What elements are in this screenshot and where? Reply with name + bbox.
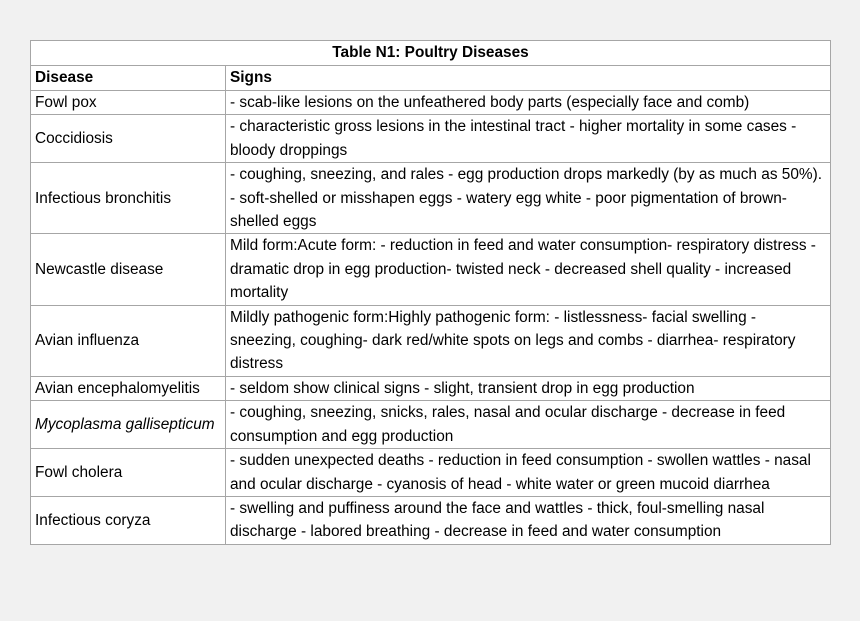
signs-cell: - scab-like lesions on the unfeathered body parts (especially face and comb) [226, 91, 831, 115]
disease-cell: Avian encephalomyelitis [31, 376, 226, 400]
signs-cell: Mildly pathogenic form:Highly pathogenic form: - listlessness- facial swelling - sneezing, coughing- dark red/white spots on legs and combs - diarrhea- respiratory distress [226, 305, 831, 376]
header-signs: Signs [226, 66, 831, 91]
disease-cell: Newcastle disease [31, 234, 226, 305]
table-header-row [31, 66, 831, 91]
table-row [31, 163, 831, 234]
table-row [31, 401, 831, 449]
signs-cell: - seldom show clinical signs - slight, transient drop in egg production [226, 376, 831, 400]
disease-cell: Infectious bronchitis [31, 163, 226, 234]
table-row [31, 115, 831, 163]
signs-cell: - characteristic gross lesions in the intestinal tract - higher mortality in some cases - bloody droppings [226, 115, 831, 163]
table-caption: Table N1: Poultry Diseases [31, 41, 831, 66]
table-row [31, 91, 831, 115]
table-row [31, 376, 831, 400]
table-row [31, 449, 831, 497]
disease-cell: Fowl cholera [31, 449, 226, 497]
table-row [31, 496, 831, 544]
table-row [31, 305, 831, 376]
disease-cell: Mycoplasma gallisepticum [31, 401, 226, 449]
poultry-diseases-table [30, 40, 831, 545]
signs-cell: Mild form:Acute form: - reduction in feed and water consumption- respiratory distress - dramatic drop in egg production- twisted neck - decreased shell quality - increased mortality [226, 234, 831, 305]
disease-cell: Avian influenza [31, 305, 226, 376]
disease-cell: Infectious coryza [31, 496, 226, 544]
disease-cell: Fowl pox [31, 91, 226, 115]
table-row [31, 234, 831, 305]
signs-cell: - sudden unexpected deaths - reduction in feed consumption - swollen wattles - nasal and ocular discharge - cyanosis of head - white water or green mucoid diarrhea [226, 449, 831, 497]
disease-cell: Coccidiosis [31, 115, 226, 163]
signs-cell: - swelling and puffiness around the face and wattles - thick, foul-smelling nasal discharge - labored breathing - decrease in feed and water consumption [226, 496, 831, 544]
header-disease: Disease [31, 66, 226, 91]
signs-cell: - coughing, sneezing, and rales - egg production drops markedly (by as much as 50%). - soft-shelled or misshapen eggs - watery egg white - poor pigmentation of brown-shelled eggs [226, 163, 831, 234]
signs-cell: - coughing, sneezing, snicks, rales, nasal and ocular discharge - decrease in feed consumption and egg production [226, 401, 831, 449]
poultry-diseases-table-container [30, 40, 830, 545]
table-caption-row [31, 41, 831, 66]
